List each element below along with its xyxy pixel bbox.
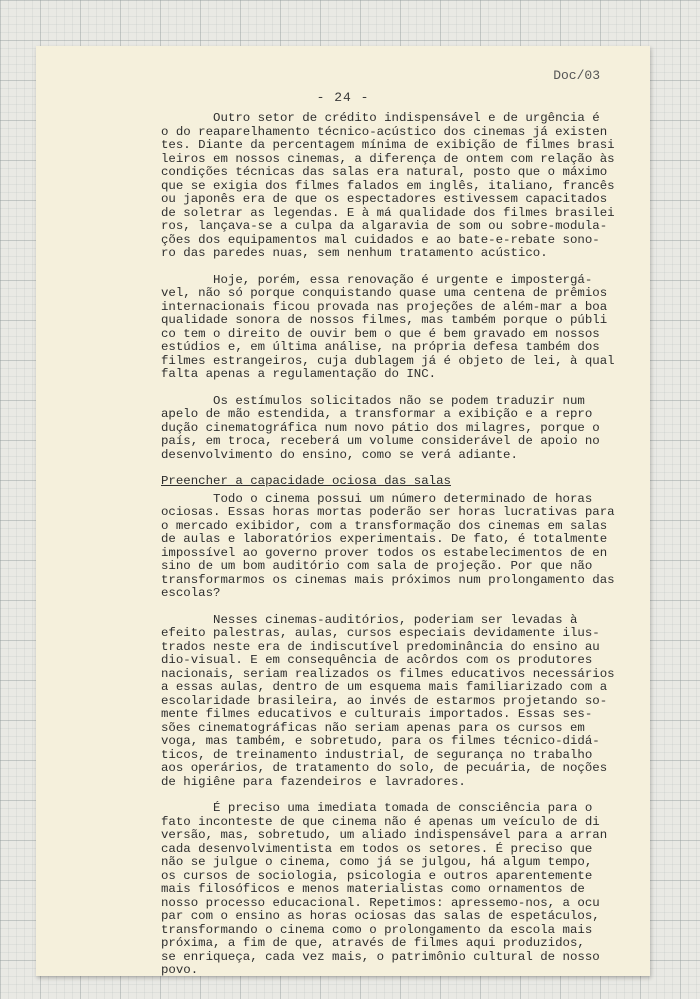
paragraph [161, 395, 651, 463]
text-line: ros, lançava-se a culpa da algaravia de som ou sobre-modula- [161, 219, 608, 233]
document-reference: Doc/03 [553, 68, 600, 83]
text-line: mais filosóficos e menos materialistas como ornamentos de [161, 882, 585, 896]
paragraph [161, 493, 651, 601]
text-line: condições técnicas das salas era natural, posto que o máximo [161, 165, 608, 179]
text-line: transformando o cinema como o prolongamento da escola mais [161, 922, 593, 937]
text-line: efeito palestras, aulas, cursos especiais devidamente ilus- [161, 626, 600, 640]
text-line: par com o ensino as horas ociosas das salas de espetáculos, [161, 909, 600, 923]
text-line: leiros em nossos cinemas, a diferença de ontem com relação às [161, 151, 615, 166]
text-line: ou japonês era de que os espectadores estivessem capacitados [161, 192, 608, 206]
text-line: não se julgue o cinema, como já se julgou, há algum tempo, [161, 855, 593, 869]
text-line: os cursos de sociologia, psicologia e outros aparentemente [161, 868, 593, 883]
text-line: se enriqueça, cada vez mais, o patrimônio cultural de nosso [161, 949, 600, 964]
text-line: Os estímulos solicitados não se podem traduzir num [161, 393, 585, 408]
text-line: Outro setor de crédito indispensável e de urgência é [161, 111, 600, 125]
text-line: versão, mas, sobretudo, um aliado indispensável para a arran [161, 828, 608, 842]
text-line: sino de um bom auditório com sala de projeção. Por que não [161, 559, 593, 573]
text-line: nosso processo educacional. Repetimos: apressemo-nos, a ocu [161, 895, 600, 910]
paragraph [161, 274, 651, 382]
text-line: mente filmes educativos e culturais importados. Essas ses- [161, 707, 593, 721]
text-line: o do reaparelhamento técnico-acústico dos cinemas já existen [161, 124, 608, 139]
text-line: vel, não só porque conquistando quase uma centena de prêmios [161, 286, 608, 300]
text-line: falta apenas a regulamentação do INC. [161, 367, 437, 381]
text-line: ções dos equipamentos mal cuidados e ao bate-e-rebate sono- [161, 232, 600, 247]
text-line: trados neste era de indiscutível predominância do ensino au [161, 639, 600, 654]
text-line: impossível ao governo prover todos os estabelecimentos de en [161, 545, 608, 560]
section-heading: Preencher a capacidade ociosa das salas [161, 474, 451, 488]
text-line: filmes estrangeiros, cuja dublagem já é objeto de lei, à qual [161, 353, 615, 368]
text-line: cada desenvolvimentista em todos os setores. É preciso que [161, 841, 593, 856]
text-line: de aulas e laboratórios experimentais. De fato, é totalmente [161, 532, 608, 546]
text-line: tes. Diante da percentagem mínima de exibição de filmes brasi [161, 138, 615, 152]
text-line: sões cinematográficas não seriam apenas para os cursos em [161, 720, 585, 735]
text-line: É preciso uma imediata tomada de consciência para o [161, 801, 593, 815]
text-line: escolas? [161, 586, 221, 600]
text-line: estúdios e, em última análise, na própria defesa também dos [161, 340, 600, 354]
text-line: de soletrar as legendas. E à má qualidade dos filmes brasilei [161, 205, 615, 220]
paragraph [161, 802, 651, 978]
text-line: nacionais, seriam realizados os filmes educativos necessários [161, 666, 615, 681]
page-number: - 24 - [316, 90, 370, 105]
text-line: país, em troca, receberá um volume considerável de apoio no [161, 434, 600, 448]
text-line: apelo de mão estendida, a transformar a exibição e a repro [161, 407, 593, 421]
text-line: o mercado exibidor, com a transformação dos cinemas em salas [161, 518, 608, 533]
text-line: transformarmos os cinemas mais próximos num prolongamento das [161, 572, 615, 587]
paragraph [161, 112, 651, 261]
text-line: escolaridade brasileira, ao invés de estarmos projetando so- [161, 693, 608, 708]
document-body [161, 112, 651, 991]
text-line: Nesses cinemas-auditórios, poderiam ser levadas à [161, 612, 578, 627]
text-line: ro das paredes nuas, sem nenhum tratamento acústico. [161, 246, 548, 260]
text-line: que se exigia dos filmes falados em inglês, italiano, francês [161, 178, 615, 193]
text-line: Hoje, porém, essa renovação é urgente e impostergá- [161, 272, 593, 287]
text-line: fato inconteste de que cinema não é apenas um veículo de di [161, 814, 600, 829]
document-page [36, 46, 650, 976]
text-line: voga, mas também, e sobretudo, para os filmes técnico-didá- [161, 734, 600, 748]
text-line: aos operários, de tratamento do solo, de pecuária, de noções [161, 761, 608, 775]
text-line: desenvolvimento do ensino, como se verá adiante. [161, 447, 518, 462]
text-line: a essas aulas, dentro de um esquema mais familiarizado com a [161, 680, 608, 694]
text-line: ticos, de treinamento industrial, de segurança no trabalho [161, 747, 593, 762]
paragraph [161, 614, 651, 790]
text-line: próxima, a fim de que, através de filmes aqui produzidos, [161, 936, 585, 950]
text-line: de higiêne para fazendeiros e lavradores. [161, 774, 466, 789]
text-line: internacionais ficou provada nas projeções de além-mar a boa [161, 299, 608, 314]
text-line: co tem o direito de ouvir bem o que é bem gravado em nossos [161, 326, 600, 341]
text-line: dução cinematográfica num novo pátio dos milagres, porque o [161, 420, 600, 435]
text-line: dio-visual. E em consequência de acôrdos com os produtores [161, 653, 593, 667]
text-line: qualidade sonora de nossos filmes, mas também porque o públi [161, 313, 608, 327]
text-line: Todo o cinema possui um número determinado de horas [161, 491, 593, 506]
text-line: povo. [161, 963, 199, 977]
text-line: ociosas. Essas horas mortas poderão ser horas lucrativas para [161, 505, 615, 519]
